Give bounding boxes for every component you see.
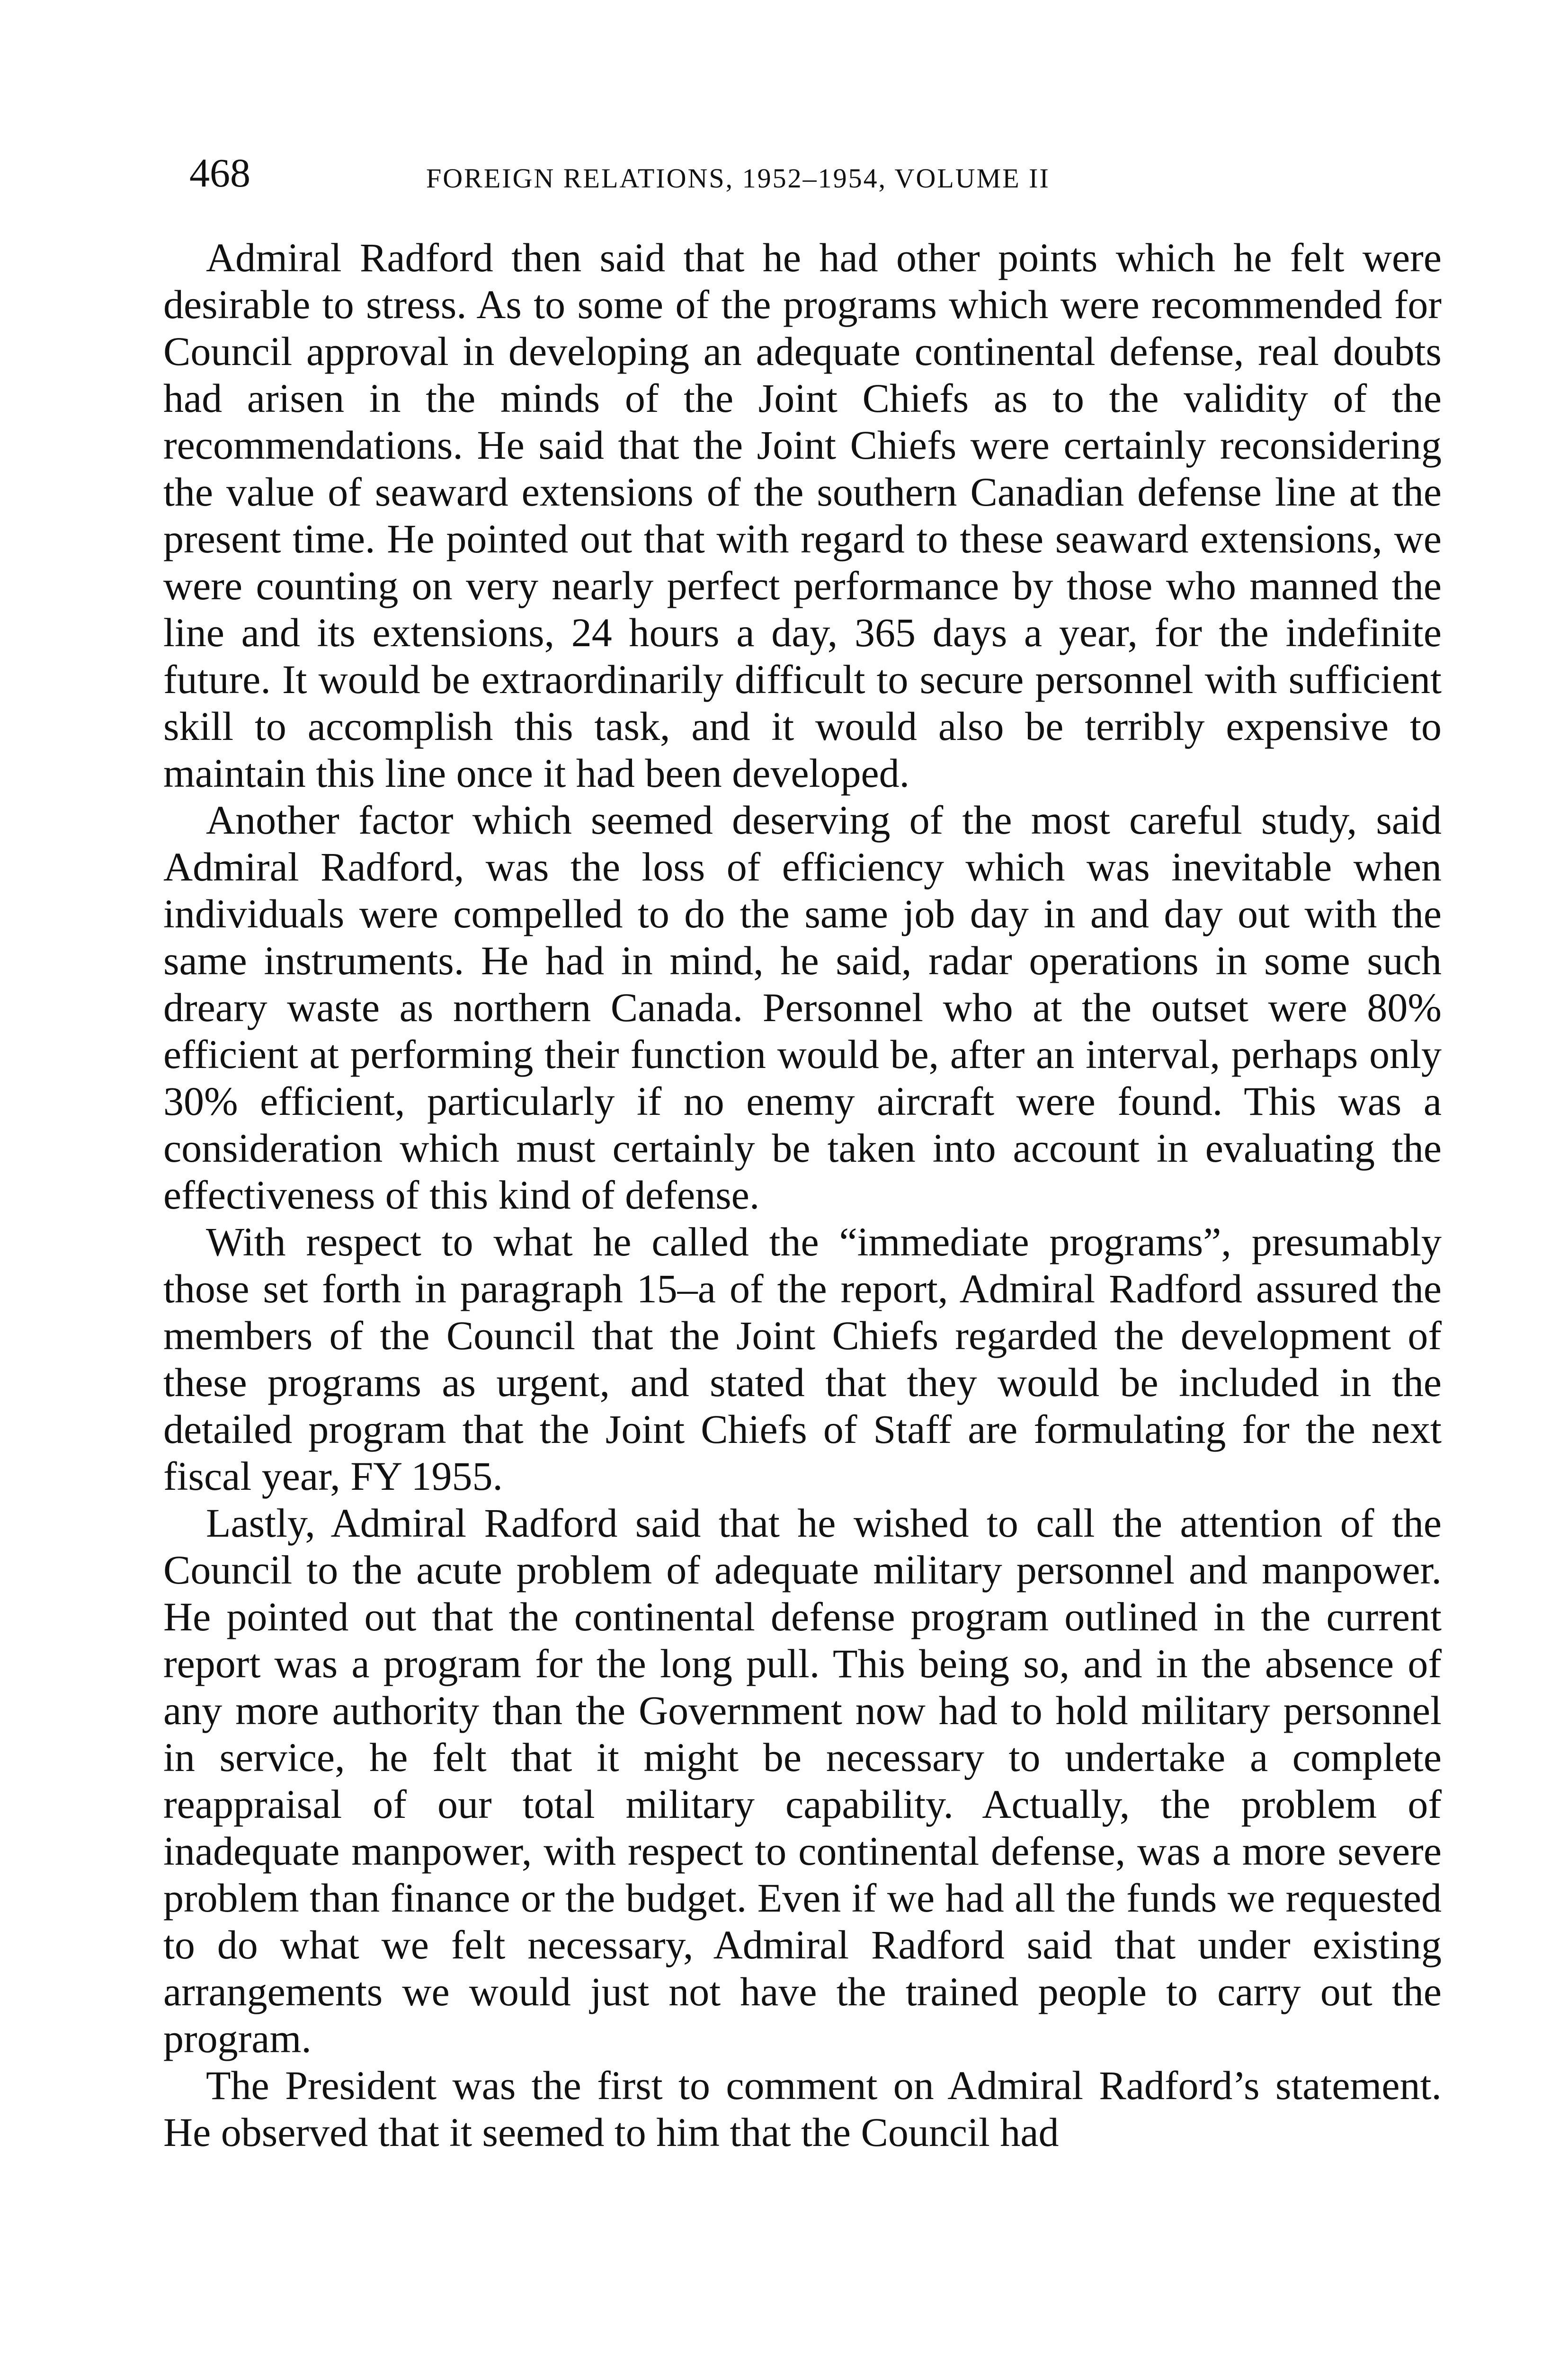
paragraph-3: With respect to what he called the “immediate programs”, presumably those set forth in paragraph 15–a of the report, Admiral Radford assured the members of the Council that the Joint Chiefs regarded the development of these programs as urgent, and stated that they would be included in the detailed program that the Joint Chiefs of Staff are formulating for the next fiscal year, FY 1955. (163, 1219, 1442, 1499)
page-header (163, 149, 1442, 220)
paragraph-1: Admiral Radford then said that he had other points which he felt were desirable to stress. As to some of the programs which were recommended for Council approval in developing an adequate continental defense, real doubts had arisen in the minds of the Joint Chiefs as to the validity of the recommendations. He said that the Joint Chiefs were certainly reconsidering the value of seaward extensions of the southern Canadian defense line at the present time. He pointed out that with regard to these seaward extensions, we were counting on very nearly perfect performance by those who manned the line and its extensions, 24 hours a day, 365 days a year, for the indefinite future. It would be extraordinarily difficult to secure personnel with sufficient skill to accomplish this task, and it would also be terribly expensive to maintain this line once it had been developed. (163, 235, 1442, 796)
body-text (163, 234, 1442, 2156)
page-number: 468 (189, 150, 250, 196)
paragraph-5: The President was the first to comment on Admiral Radford’s statement. He observed that it seemed to him that the Council had (163, 2063, 1442, 2155)
paragraph-2: Another factor which seemed deserving of the most careful study, said Admiral Radford, was the loss of efficiency which was inevitable when individuals were compelled to do the same job day in and day out with the same instruments. He had in mind, he said, radar operations in some such dreary waste as northern Canada. Personnel who at the outset were 80% efficient at performing their function would be, after an interval, perhaps only 30% efficient, particularly if no enemy aircraft were found. This was a consideration which must certainly be taken into account in evaluating the effectiveness of this kind of defense. (163, 797, 1442, 1218)
paragraph-4: Lastly, Admiral Radford said that he wished to call the attention of the Council to the acute problem of adequate military personnel and manpower. He pointed out that the continental defense program outlined in the current report was a program for the long pull. This being so, and in the absence of any more authority than the Government now had to hold military personnel in service, he felt that it might be necessary to undertake a complete reappraisal of our total military capability. Actually, the problem of inadequate manpower, with respect to continental defense, was a more severe problem than finance or the budget. Even if we had all the funds we requested to do what we felt necessary, Admiral Radford said that under existing arrangements we would just not have the trained people to carry out the program. (163, 1500, 1442, 2061)
running-head: FOREIGN RELATIONS, 1952–1954, VOLUME II (426, 163, 1050, 194)
document-page (163, 149, 1442, 2367)
